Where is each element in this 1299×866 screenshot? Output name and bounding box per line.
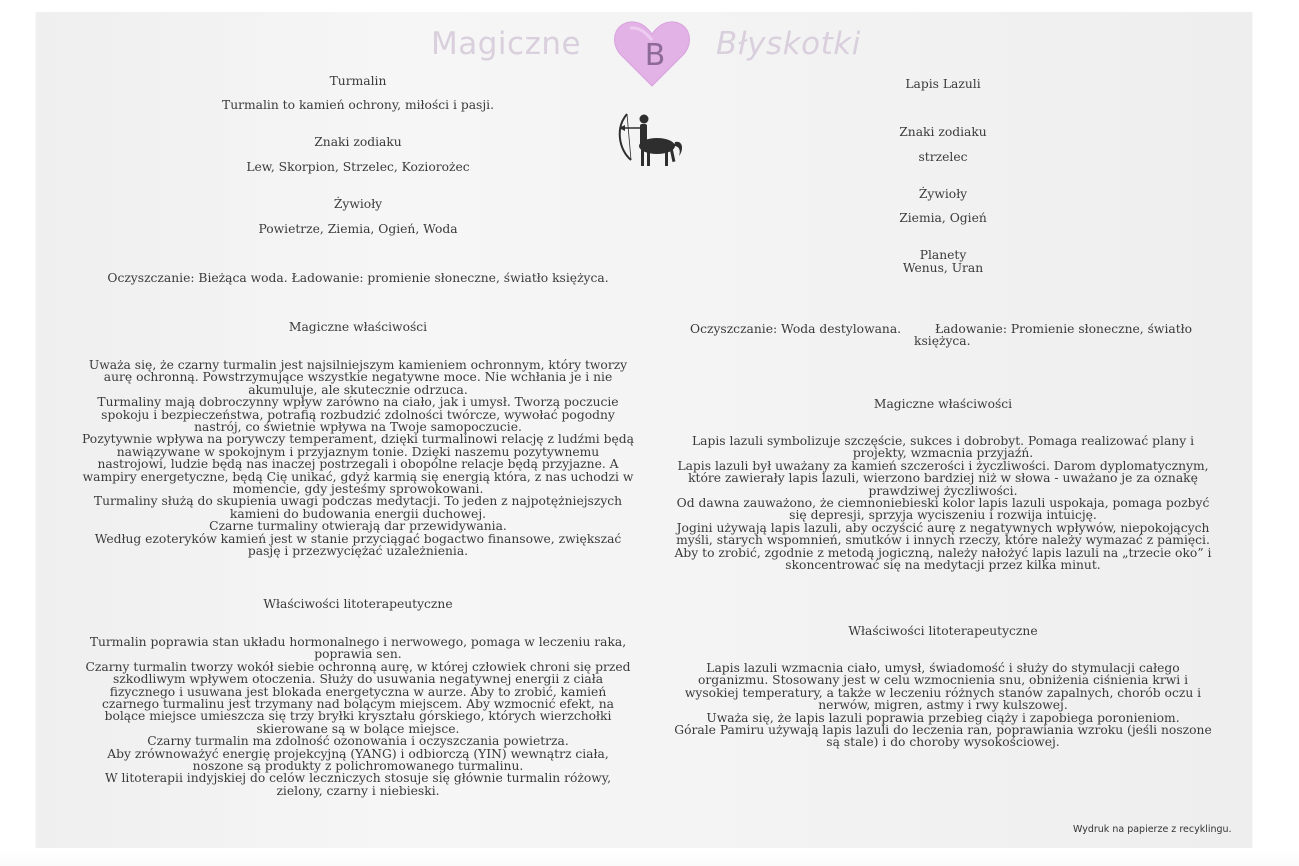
logo-letter: B <box>644 38 666 73</box>
paragraph-line: Czarne turmaliny otwierają dar przewidywania. <box>209 519 507 534</box>
logo-word-left: Magiczne <box>431 26 582 62</box>
right-litho-text <box>653 662 1233 749</box>
paragraph-line: W litoterapii indyjskiej do celów leczniczych stosuje się głównie turmalin różowy, <box>104 771 612 786</box>
paragraph-line: bolące miejsce umieszcza się trzy bryłki kryształu górskiego, których wierzchołki <box>104 709 612 724</box>
right-zodiac-heading: Znaki zodiaku <box>899 125 987 139</box>
paragraph-line: Lapis lazuli wzmacnia ciało, umysł, świadomość i służy do stymulacji całego <box>706 661 1180 675</box>
paragraph-line: są stale) i do choroby wysokościowej. <box>826 735 1060 750</box>
paragraph-line: Jogini używają lapis lazuli, aby oczyścić aurę z negatywnych wpływów, niepokojących <box>676 520 1210 535</box>
paragraph-line: Uważa się, że czarny turmalin jest najsilniejszym kamieniem ochronnym, który tworzy <box>88 358 628 372</box>
left-magic-text <box>58 359 658 558</box>
paragraph-line: Lapis lazuli symbolizuje szczęście, sukces i dobrobyt. Pomaga realizować plany i <box>692 434 1194 448</box>
paragraph-line: organizmu. Stosowany jest w celu wzmocnienia snu, obniżenia ciśnienia krwi i <box>697 673 1189 688</box>
paragraph-line: projekty, wzmacnia przyjaźń. <box>852 446 1034 461</box>
right-litho-heading: Właściwości litoterapeutyczne <box>848 624 1038 638</box>
left-zodiac-heading: Znaki zodiaku <box>314 135 402 149</box>
paragraph-line: Aby to zrobić, zgodnie z metodą jogiczną, należy nałożyć lapis lazuli na „trzecie oko” i <box>674 545 1212 560</box>
paragraph-line: prawdziwej życzliwości. <box>868 483 1018 498</box>
paragraph-line: Od dawna zauważono, że ciemnoniebieski kolor lapis lazuli uspokaja, pomaga pozbyć <box>676 496 1210 511</box>
right-stone-title: Lapis Lazuli <box>905 77 981 91</box>
right-cleansing-b: Ładowanie: Promienie słoneczne, światło <box>935 322 1193 336</box>
right-magic-text <box>653 435 1233 571</box>
paragraph-line: spokoju i bezpieczeństwa, potrafią rozbudzić zdolności twórcze, wywołać pogodny <box>101 407 615 422</box>
right-elements-heading: Żywioły <box>918 187 968 201</box>
paragraph-line: Turmaliny służą do skupienia uwagi podczas medytacji. To jeden z najpotężniejszych <box>93 494 623 509</box>
paragraph-line: pasję i przezwyciężać uzależnienia. <box>247 544 469 559</box>
paragraph-line: Aby zrównoważyć energię projekcyjną (YANG) i odbiorczą (YIN) wewnątrz ciała, <box>107 746 609 761</box>
paragraph-line: Czarny turmalin tworzy wokół siebie ochronną aurę, w której człowiek chroni się przed <box>85 659 631 674</box>
paragraph-line: skoncentrować się na medytacji przez kilka minut. <box>785 558 1101 573</box>
paragraph-line: Pozytywnie wpływa na porywczy temperament, dzięki turmalinowi relację z ludźmi będą <box>82 432 634 447</box>
paragraph-line: akumuluje, ale skutecznie odrzuca. <box>248 382 468 397</box>
paragraph-line: zielony, czarny i niebieski. <box>276 783 440 798</box>
paragraph-line: szkodliwym wpływem otoczenia. Służy do usuwania negatywnej energii z ciała <box>112 672 604 687</box>
left-intro: Turmalin to kamień ochrony, miłości i pasji. <box>222 98 494 112</box>
left-litho-text <box>58 636 658 797</box>
paragraph-line: Według ezoteryków kamień jest w stanie przyciągać bogactwo finansowe, zwiększać <box>94 531 622 546</box>
paragraph-line: nawiązywane w spokojnym i przyjaznym tonie. Dzięki naszemu pozytywnemu <box>116 444 600 459</box>
paragraph-line: kamieni do budowania energii duchowej. <box>229 506 487 521</box>
paragraph-line: Lapis lazuli był uważany za kamień szczerości i życzliwości. Darom dyplomatycznym, <box>677 458 1209 473</box>
logo-word-right: Błyskotki <box>716 26 861 62</box>
paragraph-line: wysokiej temperatury, a także w leczeniu różnych stanów zapalnych, chorób oczu i <box>684 685 1202 700</box>
paragraph-line: noszone są produkty z polichromowanego turmalinu. <box>192 759 524 774</box>
paragraph-line: wampiry energetyczne, będą Cię unikać, gdyż karmią się energią która, z nas uchodzi w <box>82 469 634 484</box>
right-zodiac-value: strzelec <box>918 150 968 164</box>
paragraph-line: fizycznego i usuwana jest blokada energetyczna w aurze. Aby to zrobić, kamień <box>109 684 607 699</box>
paragraph-line: skierowane są w bolące miejsce. <box>256 721 460 736</box>
paragraph-line: które zawierały lapis lazuli, wierzono bardziej niż w słowa - uważano je za oznakę <box>688 471 1198 486</box>
paragraph-line: nastrój, co świetnie wpływa na Twoje samopoczucie. <box>194 420 522 435</box>
paragraph-line: Turmalin poprawia stan układu hormonalnego i nerwowego, pomaga w leczeniu raka, <box>89 635 627 649</box>
paragraph-line: nastrojowi, ludzie będą nas inaczej postrzegali i obopólne relacje będą przyjazne. A <box>97 457 619 472</box>
paragraph-line: Górale Pamiru używają lapis lazuli do leczenia ran, poprawiania wzroku (jeśli noszone <box>674 723 1212 738</box>
left-zodiac-value: Lew, Skorpion, Strzelec, Koziorożec <box>246 160 470 174</box>
paragraph-line: Uważa się, że lapis lazuli poprawia przebieg ciąży i zapobiega poronieniom. <box>706 710 1180 725</box>
sagittarius-archer-icon <box>613 110 685 172</box>
left-elements-value: Powietrze, Ziemia, Ogień, Woda <box>258 222 458 236</box>
recycled-paper-note: Wydruk na papierze z recyklingu. <box>1073 824 1232 835</box>
right-planets-heading: Planety <box>919 248 967 262</box>
right-elements-value: Ziemia, Ogień <box>899 211 987 225</box>
paragraph-line: Czarny turmalin ma zdolność ozonowania i oczyszczania powietrza. <box>147 734 569 749</box>
paragraph-line: się depresji, sprzyja wyciszeniu i rozwija intuicję. <box>789 508 1097 523</box>
paragraph-line: aurę ochronną. Powstrzymujące wszystkie negatywne moce. Nie wchłania je i nie <box>103 370 613 385</box>
left-elements-heading: Żywioły <box>333 197 383 211</box>
right-planets-value: Wenus, Uran <box>902 261 984 275</box>
right-cleansing-c: księżyca. <box>914 334 971 348</box>
right-magic-heading: Magiczne właściwości <box>873 397 1013 411</box>
left-stone-title: Turmalin <box>329 74 387 88</box>
left-litho-heading: Właściwości litoterapeutyczne <box>263 597 453 611</box>
paragraph-line: poprawia sen. <box>314 647 402 662</box>
paragraph-line: nerwów, migren, astmy i rwy kulszowej. <box>818 698 1068 713</box>
paragraph-line: Turmaliny mają dobroczynny wpływ zarówno na ciało, jak i umysł. Tworzą poczucie <box>97 395 619 410</box>
right-cleansing-a: Oczyszczanie: Woda destylowana. <box>690 322 902 336</box>
paragraph-line: czarnego turmalinu jest trzymany nad bolącym miejscem. Aby wzmocnić efekt, na <box>102 697 614 712</box>
paragraph-line: myśli, starych wspomnień, smutków i innych rzeczy, które należy wymazać z pamięci. <box>676 533 1210 548</box>
paragraph-line: momencie, gdy jesteśmy sprowokowani. <box>232 482 484 497</box>
left-cleansing: Oczyszczanie: Bieżąca woda. Ładowanie: promienie słoneczne, światło księżyca. <box>107 271 609 285</box>
background-strip <box>0 848 1299 866</box>
left-magic-heading: Magiczne właściwości <box>288 320 428 334</box>
